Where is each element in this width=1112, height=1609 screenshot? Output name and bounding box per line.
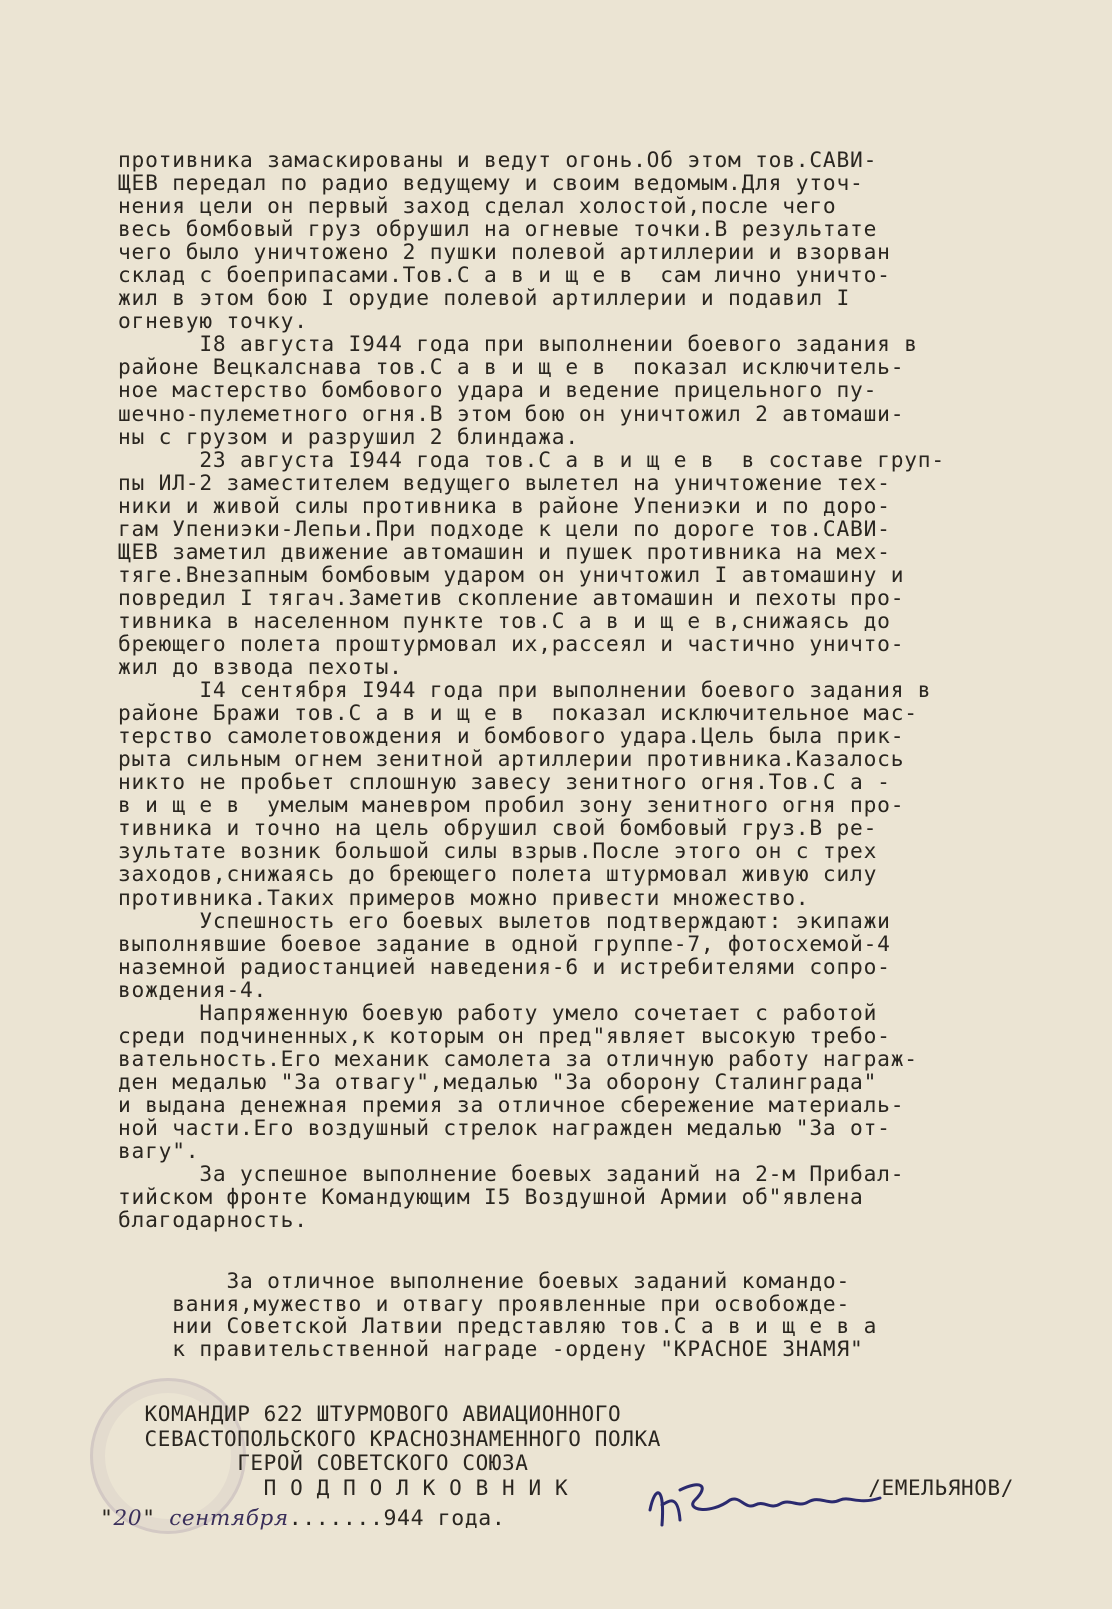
date-month: сентября (169, 1506, 289, 1531)
paragraph-5: Успешность его боевых вылетов подтверждают: экипажи выполнявшие боевое задание в одной группе-7, фотосхемой-4 наземной радиостанцией наведения-6 и истребителями сопро- вождения-4. (118, 907, 891, 1002)
date-day: 20 (113, 1506, 143, 1531)
paragraph-4: I4 сентября I944 года при выполнении боевого задания в районе Бражи тов.С а в и щ е в показал исключительное мас- терство самолетовождения и бомбового удара.Цель была прик- рыта сильным огнем зенитной артиллерии противника.Казалось никто не пробьет сплошную завесу зенитного огня.Тов.С а - в и щ е в умелым маневром пробил зону зенитного огня про- тивника и точно на цель обрушил свой бомбовый груз.В ре- зультате возник большой силы взрыв.После этого он с трех заходов,снижаясь до бреющего полета штурмовал живую силу противника.Таких примеров можно привести множество. (118, 677, 932, 910)
body-text (118, 148, 1018, 1231)
regiment-name: СЕВАСТОПОЛЬСКОГО КРАСНОЗНАМЕННОГО ПОЛКА (118, 1426, 661, 1451)
award-recommendation (118, 1270, 1018, 1360)
date-year: 944 года. (383, 1506, 506, 1531)
paragraph-1: противника замаскированы и ведут огонь.Об этом тов.САВИ- ЩЕВ передал по радио ведущему и своим ведомым.Для уточ- нения цели он первый заход сделал холостой,после чего весь бомбовый груз обрушил на огневые точки.В результате чего было уничтожено 2 пушки полевой артиллерии и взорван склад с боеприпасами.Тов.С а в и щ е в сам лично уничто- жил в этом бою I орудие полевой артиллерии и подавил I огневую точку. (118, 147, 891, 334)
document-date: "20" сентября.......944 года. (100, 1506, 506, 1531)
paragraph-6: Напряженную боевую работу умело сочетает с работой среди подчиненных,к которым он пред"являет высокую требо- вательность.Его механик самолета за отличную работу награж- ден медалью "За отвагу",медалью "За оборону Сталинграда" и выдана денежная премия за отличное сбережение материаль- ной части.Его воздушный стрелок награжден медалью "За от- вагу". (118, 999, 918, 1164)
closing-paragraph: За отличное выполнение боевых заданий командо- вания,мужество и отвагу проявленные при освобожде- нии Советской Латвии представляю тов.С а в и щ е в а к правительственной награде -ордену "КРАСНОЕ ЗНАМЯ" (172, 1268, 878, 1361)
rank: П О Д П О Л К О В Н И К /ЕМЕЛЬЯНОВ/ (118, 1475, 1014, 1500)
hero-title: ГЕРОЙ СОВЕТСКОГО СОЮЗА (118, 1451, 529, 1475)
commander-title: КОМАНДИР 622 ШТУРМОВОГО АВИАЦИОННОГО (118, 1402, 622, 1426)
paragraph-7: За успешное выполнение боевых заданий на 2-м Прибал- тийском фронте Командующим I5 Воздушной Армии об"явлена благодарность. (118, 1161, 905, 1233)
paragraph-2: I8 августа I944 года при выполнении боевого задания в районе Вецкалснава тов.С а в и щ е в показал исключитель- ное мастерство бомбового удара и ведение прицельного пу- шечно-пулеметного огня.В этом бою он уничтожил 2 автомаши- ны с грузом и разрушил 2 блиндажа. (118, 331, 918, 449)
paragraph-3: 23 августа I944 года тов.С а в и щ е в в составе груп- пы ИЛ-2 заместителем ведущего вылетел на уничтожение тех- ники и живой силы противника в районе Упениэки и по доро- гам Упениэки-Лепьи.При подходе к цели по дороге тов.САВИ- ЩЕВ заметил движение автомашин и пушек противника на мех- тяге.Внезапным бомбовым ударом он уничтожил I автомашину и повредил I тягач.Заметив скопление автомашин и пехоты про- тивника в населенном пункте тов.С а в и щ е в,снижаясь до бреющего полета проштурмовал их,рассеял и частично уничто- жил до взвода пехоты. (118, 446, 945, 680)
commander-name: /ЕМЕЛЬЯНОВ/ (868, 1475, 1014, 1500)
